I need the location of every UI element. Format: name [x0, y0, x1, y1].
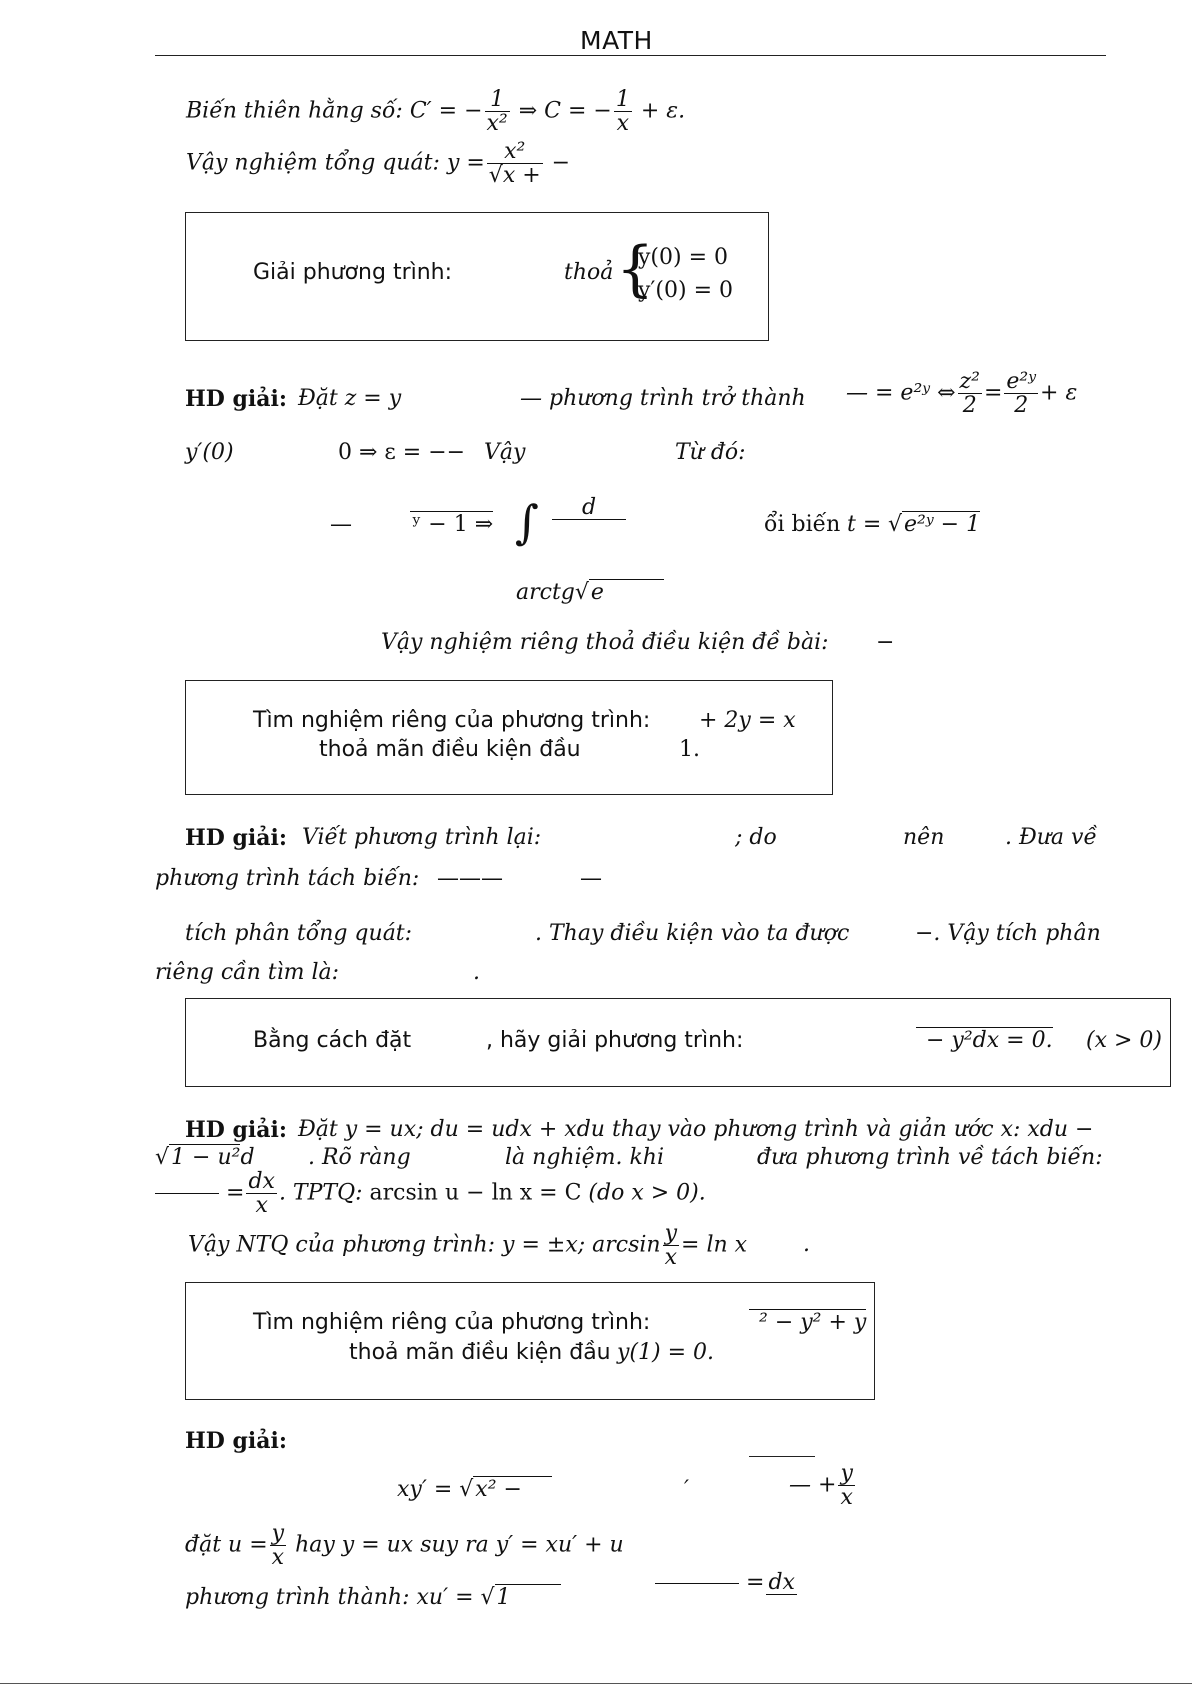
sol4-l2: đặt u = $\frac{y}{x}$ hay y = ux suy ra y′ = xu′ + u	[185, 1521, 624, 1571]
hd-label: HD giải:	[185, 386, 287, 412]
exercise-box-4	[185, 1282, 875, 1400]
general-solution-line	[186, 140, 570, 187]
sol3-l4: Vậy NTQ của phương trình: y = ±x; arcsin $\frac{y}{x}$ = ln x	[188, 1221, 748, 1271]
exercise-box-1	[185, 212, 769, 341]
fraction: $\frac{\text{x²}}{√x +}$	[488, 139, 541, 189]
sol2-l1-c: nên	[903, 825, 945, 850]
sol3-l1: Đặt y = ux; du = udx + xdu thay vào phương trình và giản ước x: xdu −	[298, 1117, 1094, 1142]
exercise-label-b: , hãy giải phương trình:	[486, 1028, 744, 1053]
exercise-line-2: thoả mãn điều kiện đầu	[349, 1340, 611, 1365]
exercise-eq-2: y(1) = 0.	[617, 1340, 715, 1365]
general-solution-label: Vậy nghiệm tổng quát:	[186, 150, 440, 176]
sol1-l3-frac: d	[550, 495, 628, 520]
exercise-line-1: Tìm nghiệm riêng của phương trình:	[253, 1310, 651, 1335]
sol1-l1-b: — phương trình trở thành	[520, 386, 806, 411]
sol1-l3-b: ʸ − 1 ⇒	[412, 512, 494, 537]
sol2-l1-a: Viết phương trình lại:	[302, 825, 542, 850]
condition-2: y′(0) = 0	[638, 278, 734, 303]
sol2-l1-b: ; do	[735, 825, 777, 850]
exercise-thoa: thoả	[564, 260, 614, 285]
page-title: MATH	[580, 26, 653, 55]
exercise-eq-1: ² − y² + y	[749, 1310, 866, 1335]
sol3-l4-d: .	[803, 1232, 810, 1257]
sol3-l3: = $\frac{dx}{x}$ . TPTQ: arcsin u − ln x = C (do x > 0).	[155, 1170, 706, 1217]
sol4-l3: phương trình thành: xu′ = √1	[185, 1585, 561, 1610]
sol1-l2-b: 0 ⇒ ε = −−	[338, 440, 466, 465]
sol2-l3-a: tích phân tổng quát:	[185, 921, 413, 946]
sol3-l2-e: đưa phương trình về tách biến:	[757, 1145, 1103, 1170]
exercise-line-2: thoả mãn điều kiện đầu	[319, 737, 581, 762]
variation-label: Biến thiên hằng số:	[186, 98, 403, 124]
sol2-l3-b: . Thay điều kiện vào ta được	[535, 921, 850, 946]
exercise-eq-1: + 2y = x	[699, 708, 796, 733]
exercise-box-3	[185, 998, 1171, 1087]
sol1-l3-e: √e²ʸ − 1	[888, 512, 981, 537]
sol2-l1-d: . Đưa về	[1005, 825, 1097, 850]
sol1-l2-d: Từ đó:	[675, 440, 746, 465]
fraction-bar: ———	[437, 866, 503, 891]
exercise-label: Giải phương trình:	[253, 260, 453, 285]
sol2-l3-c: −. Vậy tích phân	[915, 921, 1101, 946]
sol1-l1-a: Đặt z = y	[298, 386, 402, 411]
fraction: $\frac{1}{x}$	[615, 87, 630, 137]
sol1-l5: Vậy nghiệm riêng thoả điều kiện đề bài:	[381, 630, 829, 655]
header-rule	[155, 55, 1106, 56]
exercise-eq-2: 1.	[679, 737, 700, 762]
brace-icon: {	[616, 234, 655, 304]
sol1-l3-d: t =	[847, 512, 882, 537]
sol1-l3-a: —	[330, 512, 352, 537]
sol2-l4-a: riêng cần tìm là:	[155, 960, 340, 985]
exercise-line-1: Tìm nghiệm riêng của phương trình:	[253, 708, 651, 733]
exercise-label-a: Bằng cách đặt	[253, 1028, 412, 1053]
sol4-l1-c: — + $\frac{y}{x}$	[789, 1461, 853, 1511]
sol1-l2-c: Vậy	[484, 440, 526, 465]
variation-eq-b: ⇒ C = −	[518, 98, 612, 124]
fraction-bar: —	[580, 866, 602, 891]
overline	[749, 1456, 815, 1457]
sol2-l2: phương trình tách biến:	[155, 866, 420, 891]
sol1-l1-c: — = e²ʸ ⇔ $\frac{\text{z²}}{2}$ = $\frac{\text{e²ʸ}}{2}$ + ε	[846, 369, 1078, 419]
fraction: $\frac{1}{\text{x²}}$	[486, 87, 508, 137]
hd-label: HD giải:	[185, 825, 287, 851]
variation-eq-c: + ε.	[640, 98, 686, 124]
exercise-box-2	[185, 680, 833, 795]
variation-line	[186, 88, 685, 135]
sol3-l2-a: √1 − u²d	[155, 1145, 255, 1170]
sol1-l3-c: ổi biến	[764, 512, 841, 537]
sol3-l2-c: . Rõ ràng	[308, 1145, 411, 1170]
hd-label: HD giải:	[185, 1428, 287, 1454]
sol1-l2-a: y′(0)	[185, 440, 234, 465]
sol4-l3-frac: = dx	[655, 1570, 799, 1595]
page-bottom-line	[0, 1683, 1192, 1684]
sol4-l1-b: ′	[684, 1477, 689, 1502]
sol3-l2-d: là nghiệm. khi	[505, 1145, 665, 1170]
general-solution-eq-b: −	[551, 150, 571, 176]
exercise-eq: − y²dx = 0.	[916, 1028, 1053, 1053]
sol1-l4: arctg√e	[516, 580, 664, 605]
sol1-l5-b: −	[876, 630, 895, 655]
hd-label: HD giải:	[185, 1117, 287, 1143]
exercise-cond: (x > 0)	[1086, 1028, 1162, 1053]
sol2-l4-b: .	[473, 960, 480, 985]
sol4-l1-a: xy′ = √x² −	[397, 1477, 552, 1502]
integral-icon: ∫	[515, 495, 539, 549]
condition-1: y(0) = 0	[638, 245, 729, 270]
general-solution-eq-a: y =	[446, 150, 485, 176]
variation-eq-a: C′ = −	[409, 98, 483, 124]
